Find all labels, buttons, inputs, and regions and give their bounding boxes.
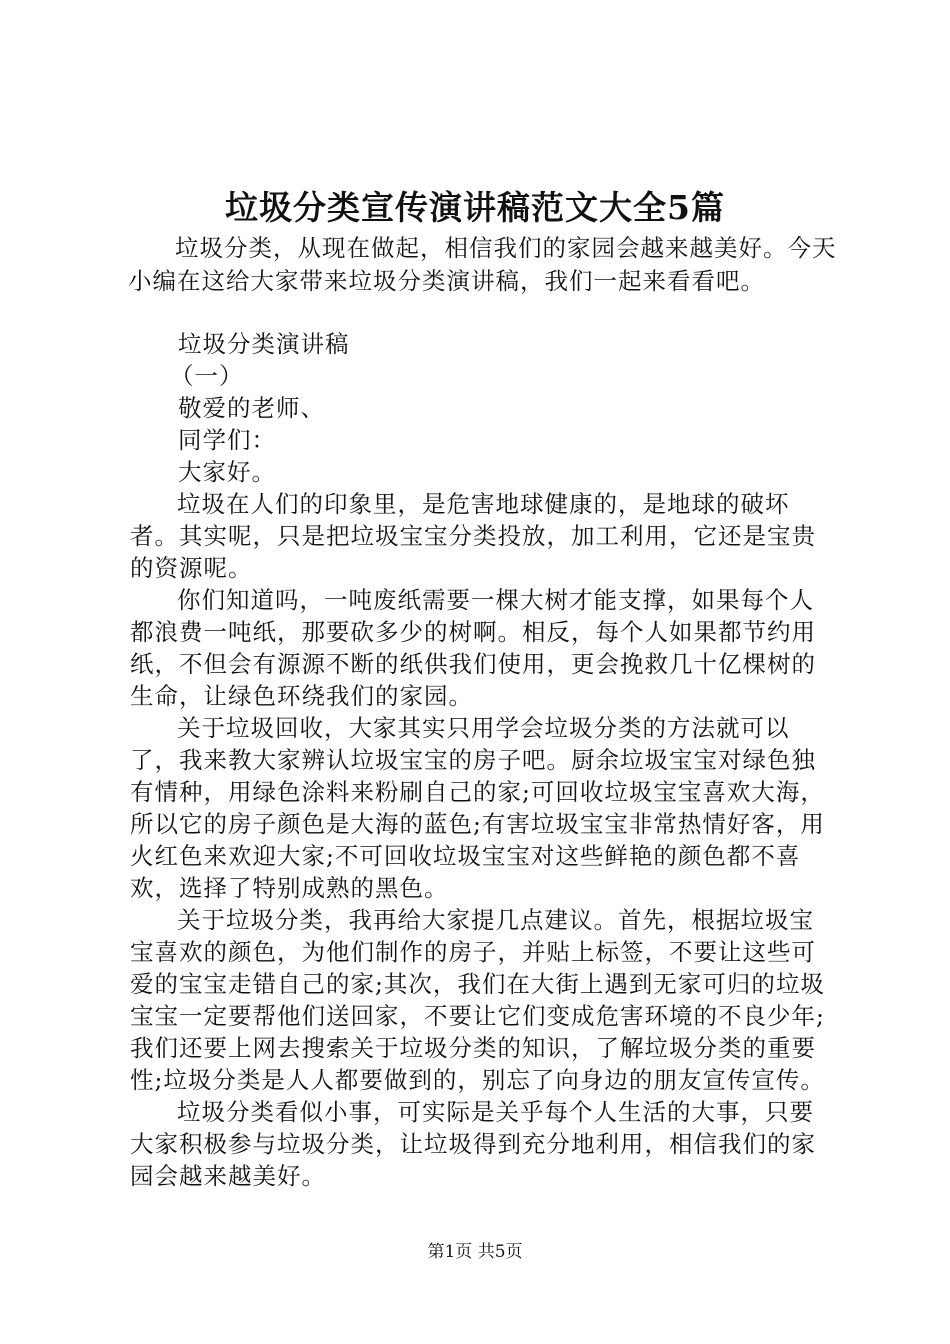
page-footer: 第1页 共5页 xyxy=(427,1242,523,1262)
body-paragraph-1: 垃圾在人们的印象里，是危害地球健康的，是地球的破坏者。其实呢，只是把垃圾宝宝分类投放，加工利用，它还是宝贵的资源呢。 xyxy=(130,490,816,582)
salutation-line-2: 同学们： xyxy=(178,426,276,454)
salutation-line-1: 敬爱的老师、 xyxy=(178,394,325,422)
body-paragraph-4: 关于垃圾分类，我再给大家提几点建议。首先，根据垃圾宝宝喜欢的颜色，为他们制作的房子，并贴上标签，不要让这些可爱的宝宝走错自己的家;其次，我们在大街上遇到无家可归的垃圾宝宝一定要帮他们送回家，不要让它们变成危害环境的不良少年;我们还要上网去搜索关于垃圾分类的知识，了解垃圾分类的重要性;垃圾分类是人人都要做到的，别忘了向身边的朋友宣传宣传。 xyxy=(130,906,825,1094)
body-paragraph-3: 关于垃圾回收，大家其实只用学会垃圾分类的方法就可以了，我来教大家辨认垃圾宝宝的房子吧。厨余垃圾宝宝对绿色独有情种，用绿色涂料来粉刷自己的家;可回收垃圾宝宝喜欢大海，所以它的房子颜色是大海的蓝色;有害垃圾宝宝非常热情好客，用火红色来欢迎大家;不可回收垃圾宝宝对这些鲜艳的颜色都不喜欢，选择了特别成熟的黑色。 xyxy=(130,714,825,902)
body-paragraph-5: 垃圾分类看似小事，可实际是关乎每个人生活的大事，只要大家积极参与垃圾分类，让垃圾得到充分地利用，相信我们的家园会越来越美好。 xyxy=(130,1098,816,1190)
greeting-line: 大家好。 xyxy=(178,458,276,486)
section-number: （一） xyxy=(170,362,244,390)
section-heading: 垃圾分类演讲稿 xyxy=(178,330,350,358)
body-paragraph-2: 你们知道吗，一吨废纸需要一棵大树才能支撑，如果每个人都浪费一吨纸，那要砍多少的树啊。相反，每个人如果都节约用纸，不但会有源源不断的纸供我们使用，更会挽救几十亿棵树的生命，让绿色环绕我们的家园。 xyxy=(130,586,816,710)
intro-paragraph: 垃圾分类，从现在做起，相信我们的家园会越来越美好。今天小编在这给大家带来垃圾分类演讲稿，我们一起来看看吧。 xyxy=(128,234,837,295)
document-body xyxy=(130,328,830,1192)
document-title: 垃圾分类宣传演讲稿范文大全5篇 xyxy=(225,188,725,227)
